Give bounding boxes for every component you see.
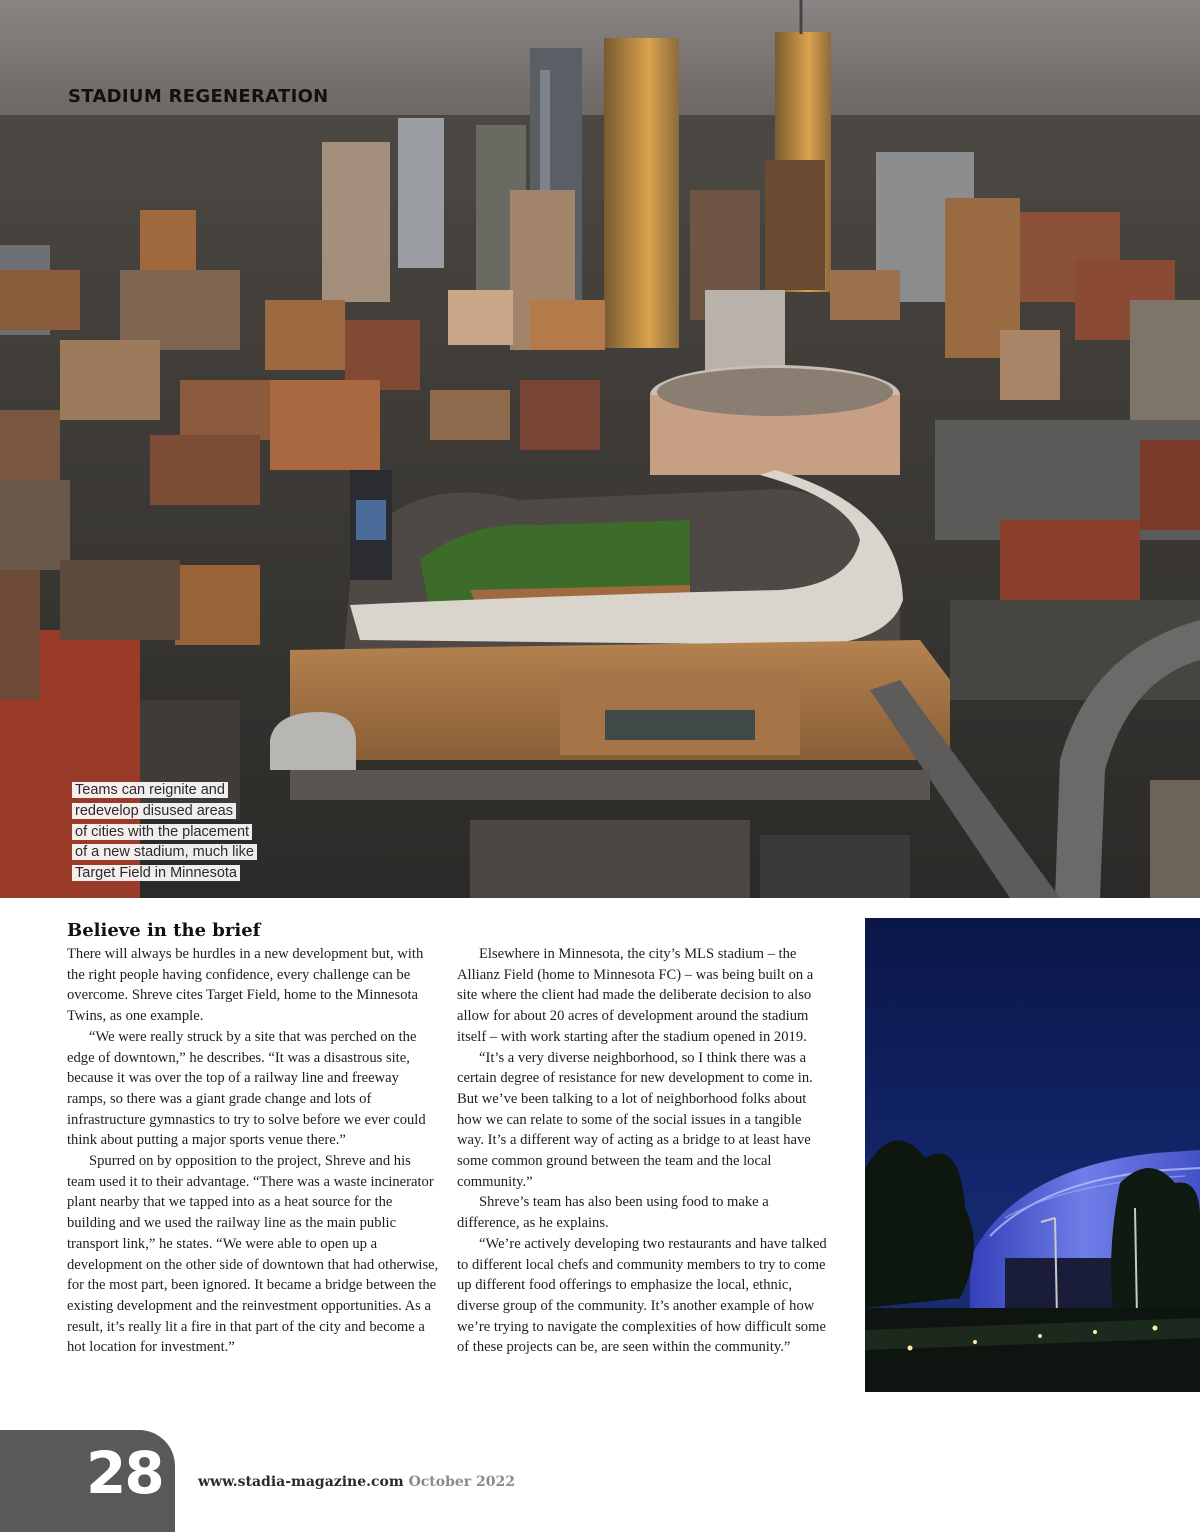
paragraph: “We were really struck by a site that was perched on the edge of downtown,” he describes. “It was a disastrous site, because it was over the top of a railway line and freeway ramps, so there was a giant grade change and lots of infrastructure gymnastics to try to solve before we ever could think about putting a major sports venue there.” [67, 1028, 426, 1149]
paragraph: Elsewhere in Minnesota, the city’s MLS stadium – the Allianz Field (home to Minnesota FC) – was being built on a site where the client had made the deliberate decision to also allow for about 20 acres of development around the stadium itself – with work starting after the stadium opened in 2019. [457, 946, 814, 1045]
paragraph: There will always be hurdles in a new development but, with the right people having confidence, every challenge can be overcome. Shreve cites Target Field, home to the Minnesota Twins, as one example. [67, 946, 424, 1025]
caption-line: of a new stadium, much like [72, 844, 257, 860]
article-heading: Believe in the brief [67, 920, 261, 941]
paragraph: “It’s a very diverse neighborhood, so I think there was a certain degree of resistance for new development to come in. But we’ve been talking to a lot of neighborhood folks about how we can relate to some of the social issues in a tangible way. It’s a different way of acting as a bridge to at least have some common ground between the team and the local community.” [457, 1049, 813, 1190]
article-column-1 [67, 944, 439, 1358]
night-stadium-photo-icon [865, 918, 1200, 1392]
footer-date: October 2022 [408, 1474, 515, 1490]
caption-line: Teams can reignite and [72, 782, 228, 798]
caption-line: redevelop disused areas [72, 803, 236, 819]
article-column-2 [457, 944, 829, 1358]
paragraph: “We’re actively developing two restaurants and have talked to different local chefs and community members to try to come up different food offerings to emphasize the local, ethnic, diverse group of the community. It’s another example of how we’re trying to navigate the complexities of how difficult some of these projects can be, are seen within the community.” [457, 1235, 827, 1356]
page-number: 28 [86, 1439, 163, 1507]
side-photo [865, 918, 1200, 1392]
caption-line: Target Field in Minnesota [72, 865, 240, 881]
section-label: STADIUM REGENERATION [68, 86, 329, 107]
paragraph: Spurred on by opposition to the project, Shreve and his team used it to their advantage. “There was a waste incinerator plant nearby that we tapped into as a heat source for the building and we used the railway line as the main public transport link,” he states. “We were able to open up a development on the other side of downtown that had otherwise, for the most part, been ignored. It became a bridge between the existing development and the reinvestment opportunities. As a result, it’s really lit a fire in that part of the city and become a hot location for investment.” [67, 1153, 439, 1356]
photo-caption [72, 780, 302, 884]
caption-line: of cities with the placement [72, 824, 252, 840]
paragraph: Shreve’s team has also been using food to make a difference, as he explains. [457, 1194, 769, 1232]
footer-website[interactable]: www.stadia-magazine.com [198, 1474, 404, 1490]
footer [198, 1474, 515, 1490]
